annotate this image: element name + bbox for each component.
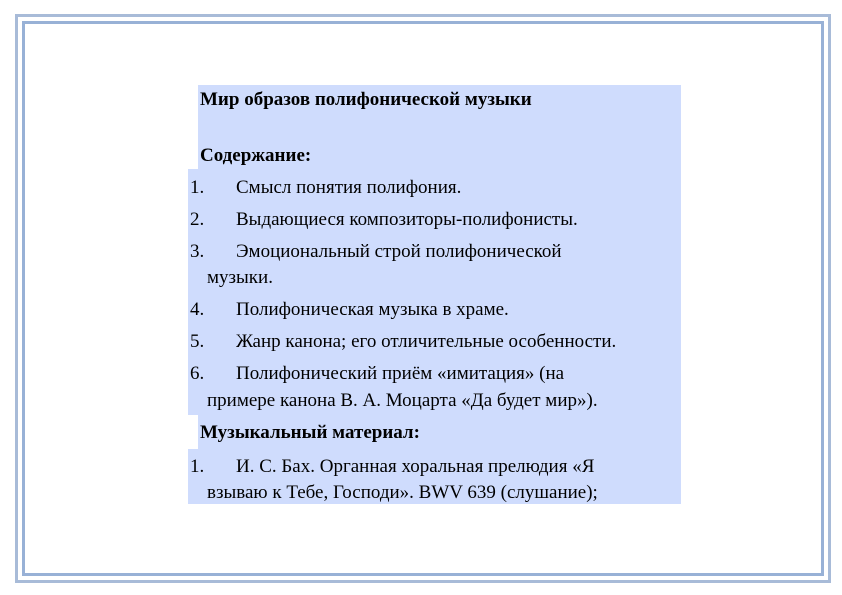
list-item-number: 2. xyxy=(190,209,205,230)
list-item-number: 1. xyxy=(190,456,205,477)
list-item-number: 6. xyxy=(190,363,205,384)
list-item-text: Жанр канона; его отличительные особенности. xyxy=(236,331,617,352)
list-item-number: 4. xyxy=(190,299,205,320)
list-item-text-continued: музыки. xyxy=(207,267,273,288)
material-heading: Музыкальный материал: xyxy=(200,422,420,443)
list-item-text: Выдающиеся композиторы-полифонисты. xyxy=(236,209,578,230)
list-item-text-continued: взываю к Тебе, Господи». BWV 639 (слушание); xyxy=(207,482,598,503)
list-item-number: 5. xyxy=(190,331,205,352)
list-item-text: И. С. Бах. Органная хоральная прелюдия «Я xyxy=(236,456,595,477)
page-title: Мир образов полифонической музыки xyxy=(200,89,532,110)
list-item-text: Полифоническая музыка в храме. xyxy=(236,299,509,320)
list-item-number: 3. xyxy=(190,241,205,262)
list-item-text-continued: примере канона В. А. Моцарта «Да будет мир»). xyxy=(207,390,598,411)
list-item-text: Эмоциональный строй полифонической xyxy=(236,241,562,262)
list-item-number: 1. xyxy=(190,177,205,198)
list-item-text: Полифонический приём «имитация» (на xyxy=(236,363,565,384)
contents-heading: Содержание: xyxy=(200,145,312,166)
list-item-text: Смысл понятия полифония. xyxy=(236,177,462,198)
